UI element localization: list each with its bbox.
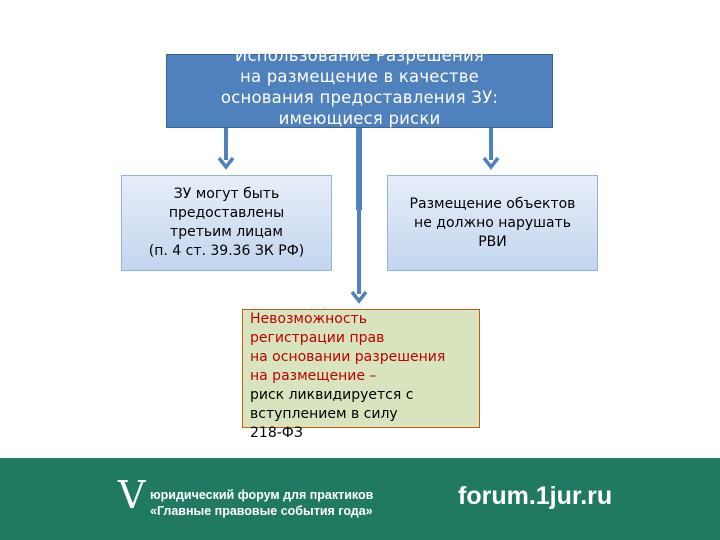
bottom-box-black-line: риск ликвидируется с <box>250 387 414 403</box>
left-box-line: предоставлены <box>168 205 285 221</box>
bottom-box-red-line: на размещение – <box>250 368 377 384</box>
bottom-box-red-line: регистрации прав <box>250 330 385 346</box>
top-box-line: Использование Разрешения <box>234 46 485 65</box>
footer-site-link[interactable]: forum.1jur.ru <box>458 482 613 510</box>
footer-banner <box>0 458 720 540</box>
top-box-line: имеющиеся риски <box>278 109 441 128</box>
main-topic-box <box>166 46 553 128</box>
left-box-line: ЗУ могут быть <box>173 186 280 202</box>
risk-box-registration <box>242 309 480 441</box>
top-box-line: на размещение в качестве <box>239 67 479 86</box>
forum-logo: V <box>118 473 146 517</box>
right-box-line: Размещение объектов <box>409 196 576 212</box>
footer-subtitle: «Главные правовые события года» <box>150 504 373 518</box>
footer-tagline: юридический форум для практиков <box>150 488 374 502</box>
risk-box-rvi <box>387 175 598 271</box>
bottom-box-black-line: 218-ФЗ <box>250 425 303 441</box>
bottom-box-red-line: на основании разрешения <box>250 349 446 365</box>
right-box-line: не должно нарушать <box>414 215 571 231</box>
risk-box-third-parties <box>121 175 332 271</box>
bottom-box-red-line: Невозможность <box>250 311 367 327</box>
bottom-box-black-line: вступлением в силу <box>250 406 398 422</box>
left-box-line: третьим лицам <box>170 224 283 240</box>
top-box-line: основания предоставления ЗУ: <box>220 88 499 107</box>
left-box-line: (п. 4 ст. 39.36 ЗК РФ) <box>148 243 305 259</box>
right-box-line: РВИ <box>478 234 507 250</box>
